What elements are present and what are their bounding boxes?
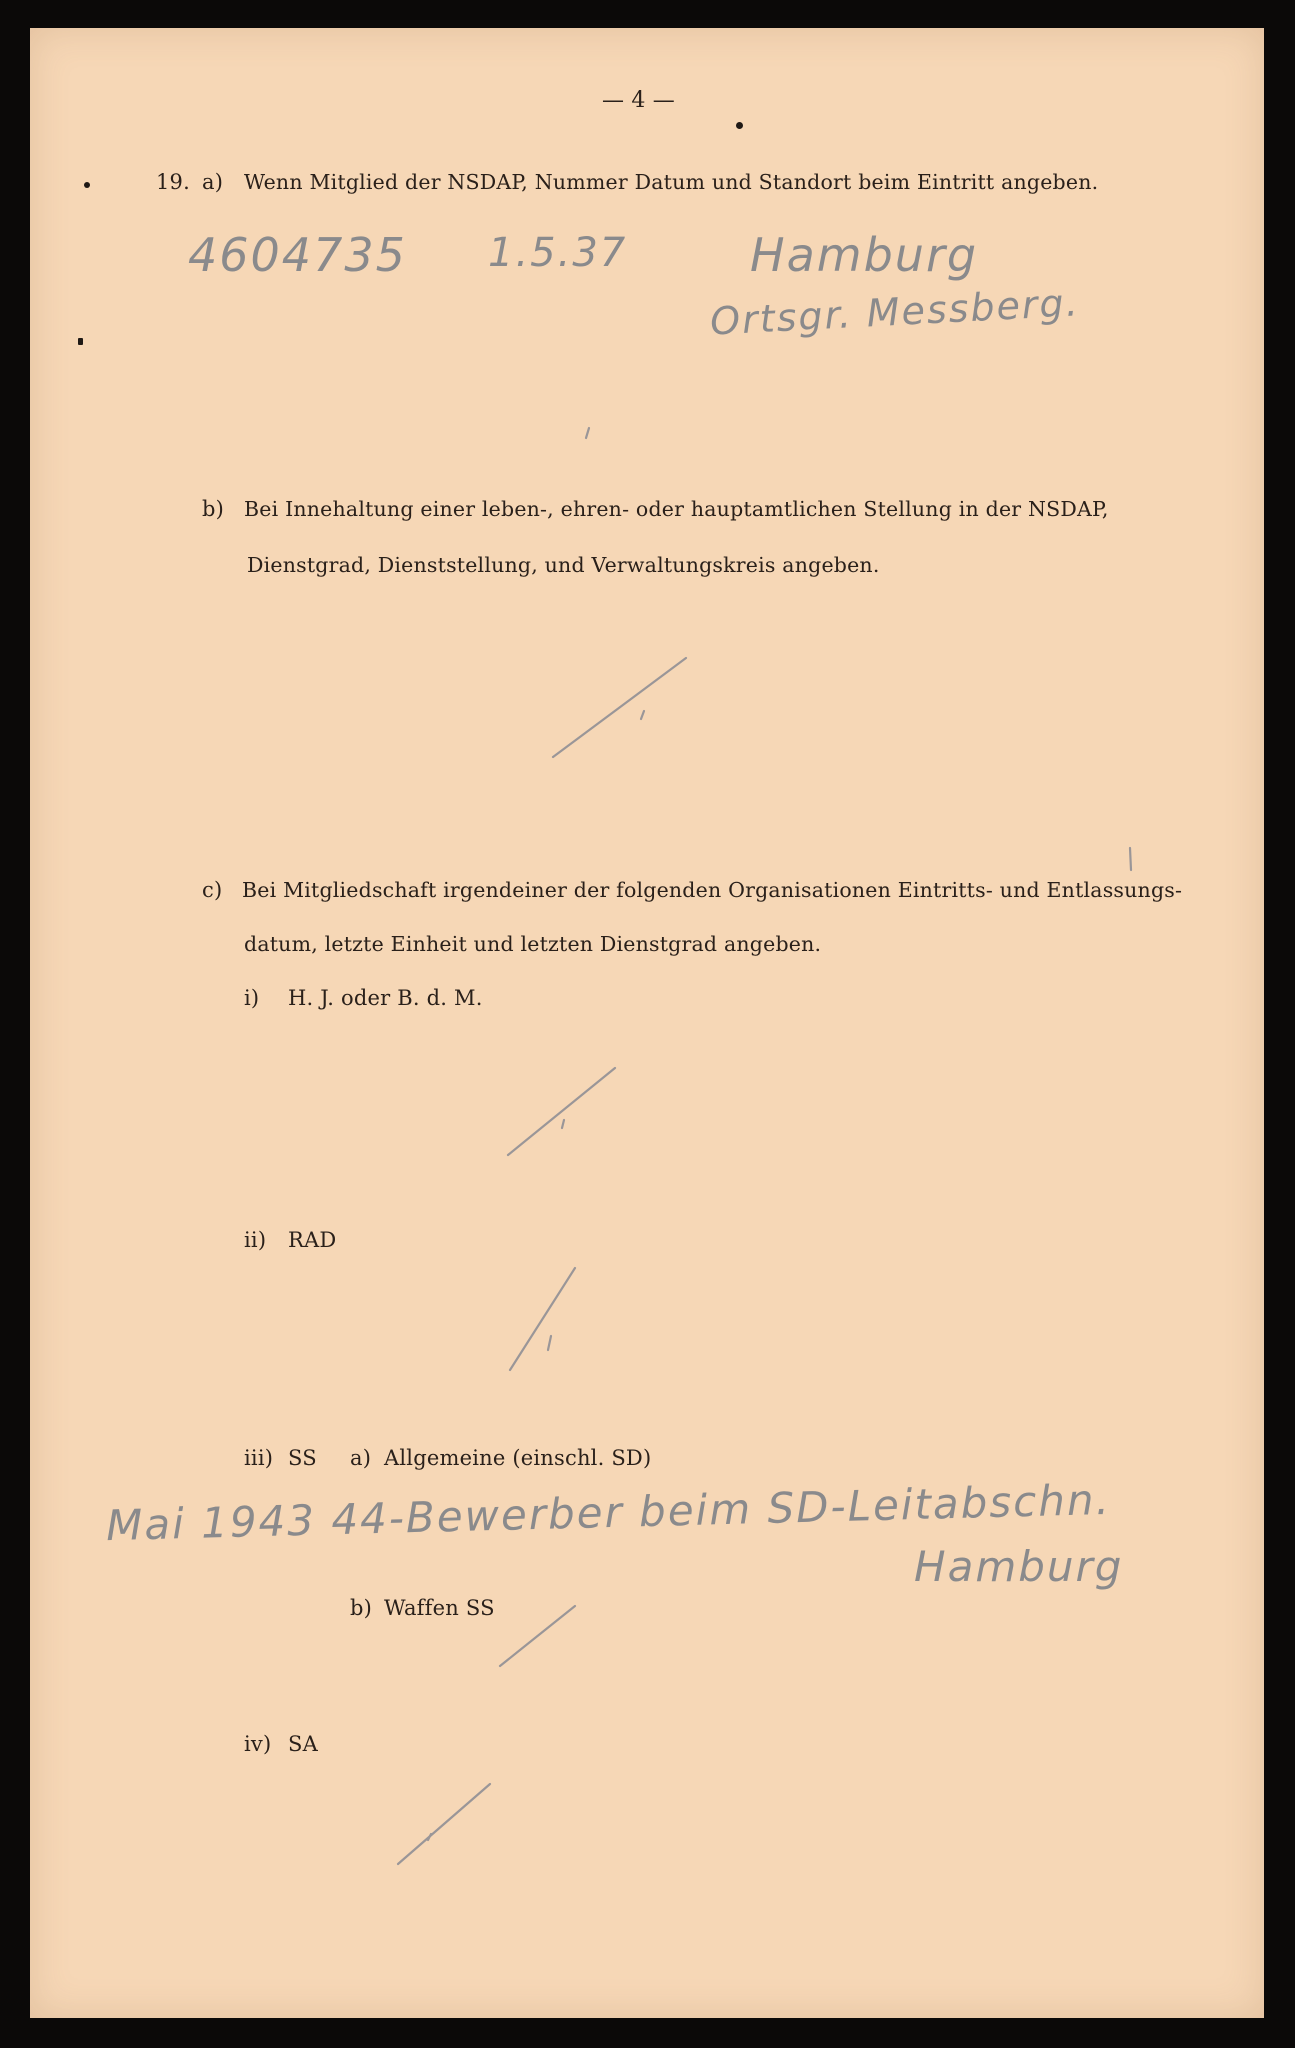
page-number: — 4 — <box>602 88 675 113</box>
hw-ss-entry: Mai 1943 44-Bewerber beim SD-Leitabschn. <box>105 1474 1112 1551</box>
q19b-label: b) <box>202 497 225 521</box>
item-ii-label: ii) <box>244 1228 267 1252</box>
item-i-text: H. J. oder B. d. M. <box>288 986 483 1010</box>
item-iii-a-text: Allgemeine (einschl. SD) <box>384 1446 652 1470</box>
hw-slash-sa <box>398 1784 490 1864</box>
q19a-label: a) <box>202 170 224 194</box>
hw-slash-sa-dot <box>428 1834 431 1840</box>
item-iii-a-label: a) <box>350 1446 372 1470</box>
hw-slash-19b <box>553 658 686 757</box>
hw-slash-hj <box>508 1068 615 1155</box>
hw-slash-19b-dot <box>641 711 644 719</box>
item-iv-label: iv) <box>244 1732 272 1756</box>
hw-membership-number: 4604735 <box>188 228 407 282</box>
item-iii-b-label: b) <box>350 1596 373 1620</box>
hw-slash-hj-dot <box>562 1120 564 1128</box>
q19b-line1: Bei Innehaltung einer leben-, ehren- oder hauptamtlichen Stellung in der NSDAP, <box>244 497 1109 521</box>
hw-local-group: Ortsgr. Messberg. <box>709 280 1081 344</box>
hw-stroke <box>586 428 589 438</box>
hw-entry-date: 1.5.37 <box>488 230 628 276</box>
item-iii-text: SS <box>288 1446 317 1470</box>
item-ii-text: RAD <box>288 1228 337 1252</box>
hw-ss-place: Hamburg <box>914 1542 1124 1591</box>
q19a-text: Wenn Mitglied der NSDAP, Nummer Datum und Standort beim Eintritt angeben. <box>244 170 1099 194</box>
hw-slash-waffen <box>500 1606 575 1666</box>
q19c-line1: Bei Mitgliedschaft irgendeiner der folgenden Organisationen Eintritts- und Entlassungs- <box>242 878 1183 902</box>
hw-slash-rad-dot <box>548 1336 551 1350</box>
hw-place: Hamburg <box>750 228 979 282</box>
hw-stroke <box>1130 848 1131 870</box>
question-number: 19. <box>156 170 190 194</box>
hw-slash-rad <box>510 1268 575 1370</box>
q19c-line2: datum, letzte Einheit und letzten Dienstgrad angeben. <box>244 932 822 956</box>
document-page <box>30 28 1264 2018</box>
item-iii-b-text: Waffen SS <box>384 1596 495 1620</box>
q19b-line2: Dienstgrad, Dienststellung, und Verwaltungskreis angeben. <box>247 553 880 577</box>
item-iv-text: SA <box>288 1732 318 1756</box>
q19c-label: c) <box>202 878 223 902</box>
hw-slash-marks <box>30 28 1264 2018</box>
item-iii-label: iii) <box>244 1446 274 1470</box>
item-i-label: i) <box>244 986 260 1010</box>
